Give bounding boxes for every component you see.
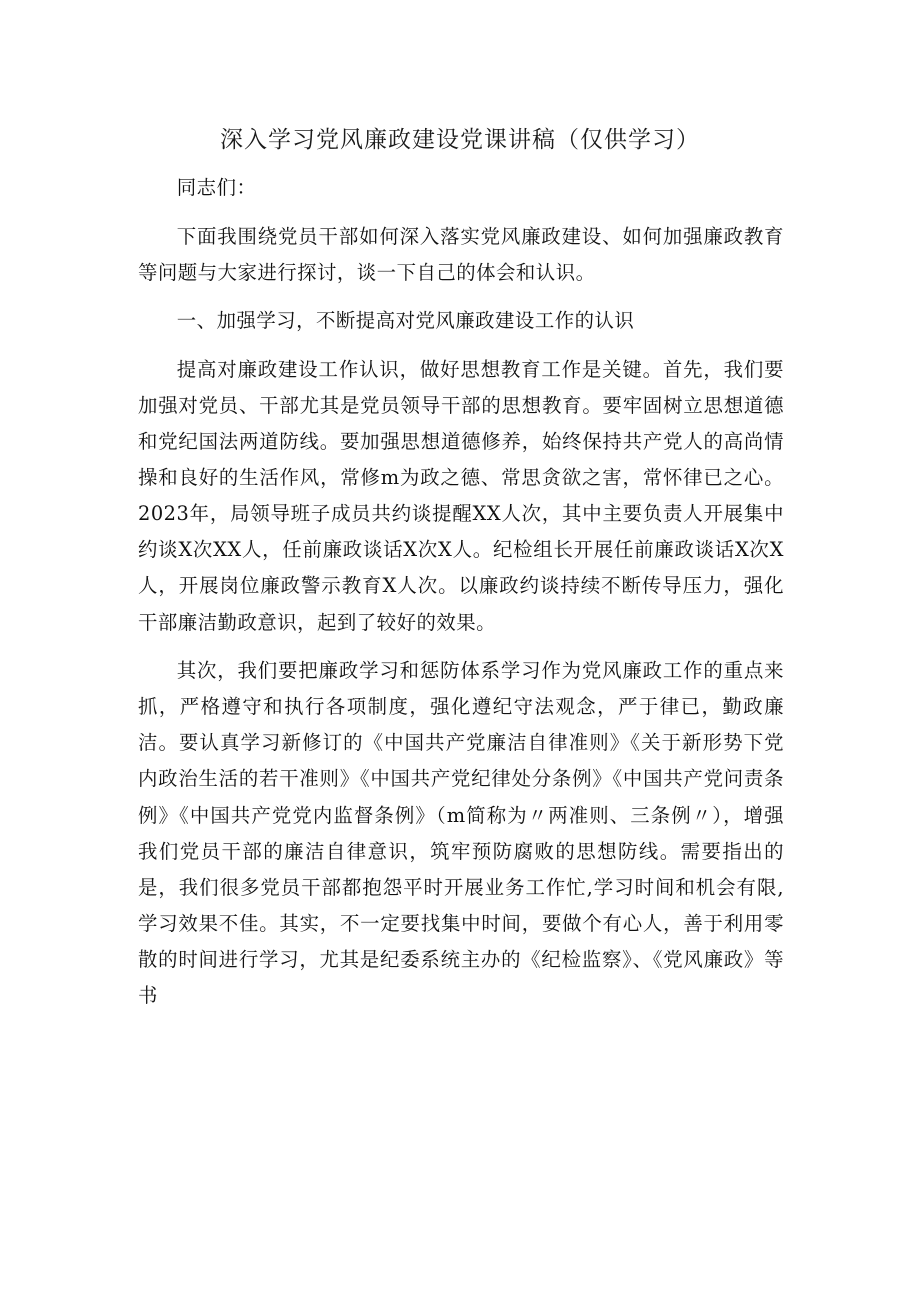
paragraph-first-point: 提高对廉政建设工作认识，做好思想教育工作是关键。首先，我们要加强对党员、干部尤其是党员领导干部的思想教育。要牢固树立思想道德和党纪国法两道防线。要加强思想道德修养，始终保持共产党人的高尚情操和良好的生活作风，常修m为政之德、常思贪欲之害，常怀律已之心。2023年，局领导班子成员共约谈提醒XX人次，其中主要负责人开展集中约谈X次XX人，任前廉政谈话X次X人。纪检组长开展任前廉政谈话X次X人，开展岗位廉政警示教育X人次。以廉政约谈持续不断传导压力，强化干部廉洁勤政意识，起到了较好的效果。 <box>138 357 784 634</box>
section-heading: 一、加强学习，不断提高对党风廉政建设工作的认识 <box>176 309 635 333</box>
paragraph-second-point: 其次，我们要把廉政学习和惩防体系学习作为党风廉政工作的重点来抓，严格遵守和执行各项制度，强化遵纪守法观念，严于律已，勤政廉洁。要认真学习新修订的《中国共产党廉洁自律准则》《关于新形势下党内政治生活的若干准则》《中国共产党纪律处分条例》《中国共产党问责条例》《中国共产党党内监督条例》（m简称为〃两准则、三条例〃），增强我们党员干部的廉洁自律意识，筑牢预防腐败的思想防线。需要指出的是，我们很多党员干部都抱怨平时开展业务工作忙,学习时间和机会有限,学习效果不佳。其实，不一定要找集中时间，要做个有心人，善于利用零散的时间进行学习，尤其是纪委系统主办的《纪检监察》、《党风廉政》等书 <box>138 659 784 1007</box>
document-title: 深入学习党风廉政建设党课讲稿（仅供学习） <box>220 127 700 153</box>
paragraph-intro: 下面我围绕党员干部如何深入落实党风廉政建设、如何加强廉政教育等问题与大家进行探讨，谈一下自己的体会和认识。 <box>138 224 784 284</box>
document-body <box>138 170 784 1027</box>
greeting: 同志们： <box>176 176 257 199</box>
